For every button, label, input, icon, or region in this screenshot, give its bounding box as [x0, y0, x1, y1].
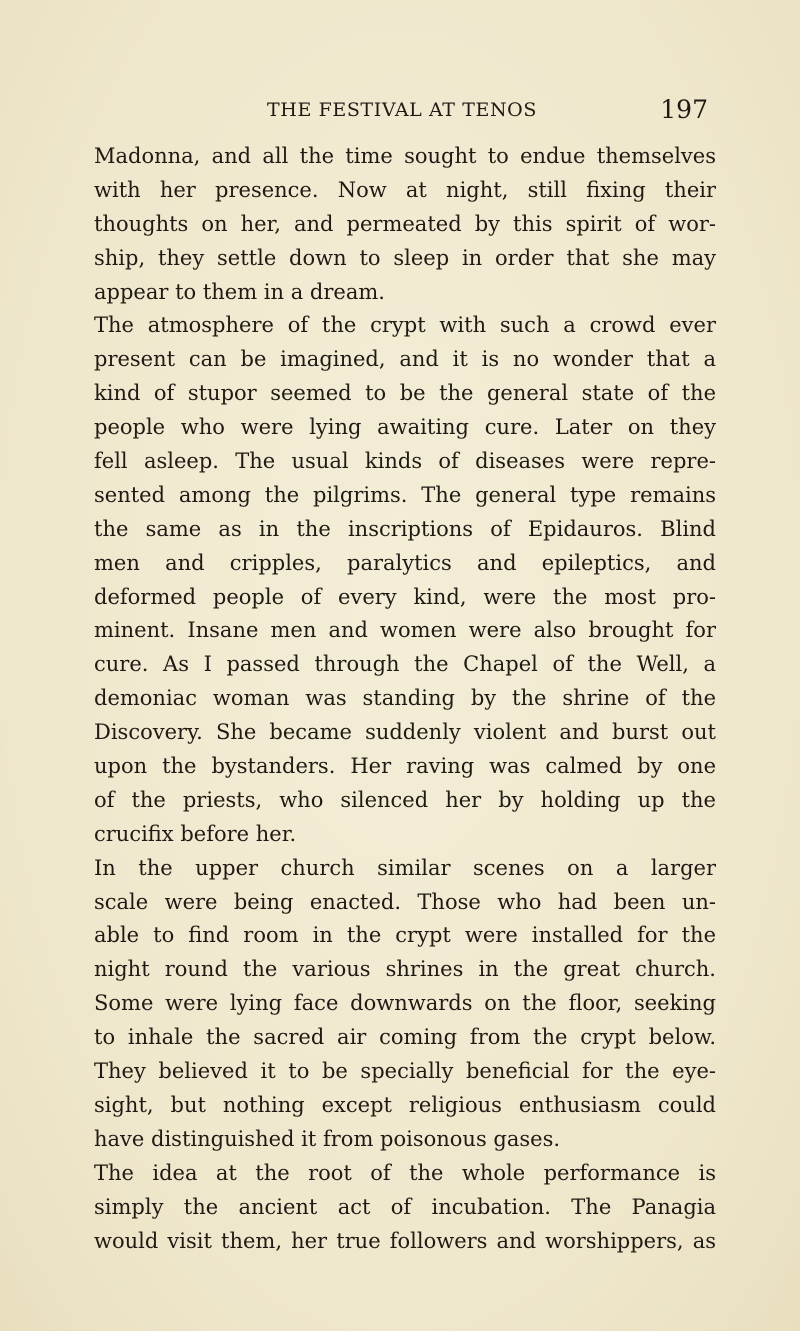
- text-line: men and cripples, paralytics and epileptics, and: [94, 550, 716, 575]
- text-line: would visit them, her true followers and worshippers, as: [94, 1228, 716, 1253]
- text-line: crucifix before her.: [94, 821, 297, 846]
- text-line: with her presence. Now at night, still fixing their: [94, 177, 716, 202]
- text-line: present can be imagined, and it is no wonder that a: [94, 347, 716, 372]
- text-line: sight, but nothing except religious enthusiasm could: [94, 1092, 716, 1117]
- text-line: deformed people of every kind, were the most pro-: [94, 584, 716, 609]
- text-line: upon the bystanders. Her raving was calmed by one: [94, 754, 716, 779]
- text-line: scale were being enacted. Those who had been un-: [94, 889, 716, 914]
- text-line: cure. As I passed through the Chapel of the Well, a: [94, 652, 716, 677]
- page-number: 197: [660, 95, 708, 124]
- text-line: Discovery. She became suddenly violent and burst out: [94, 720, 716, 745]
- text-line: They believed it to be specially beneficial for the eye-: [94, 1059, 716, 1084]
- running-head: [96, 95, 708, 125]
- running-title: THE FESTIVAL AT TENOS: [267, 99, 537, 121]
- text-line: The atmosphere of the crypt with such a crowd ever: [94, 313, 716, 338]
- text-line: the same as in the inscriptions of Epidauros. Blind: [94, 516, 716, 541]
- text-line: kind of stupor seemed to be the general state of the: [94, 381, 716, 406]
- text-line: to inhale the sacred air coming from the crypt below.: [94, 1025, 716, 1050]
- text-line: appear to them in a dream.: [94, 279, 385, 304]
- text-line: have distinguished it from poisonous gases.: [94, 1126, 561, 1151]
- text-line: Some were lying face downwards on the floor, seeking: [94, 991, 716, 1016]
- text-line: ship, they settle down to sleep in order that she may: [94, 245, 716, 270]
- text-line: sented among the pilgrims. The general type remains: [94, 482, 716, 507]
- text-line: simply the ancient act of incubation. The Panagia: [94, 1194, 716, 1219]
- text-line: minent. Insane men and women were also brought for: [94, 618, 716, 643]
- text-line: people who were lying awaiting cure. Later on they: [94, 415, 716, 440]
- text-line: fell asleep. The usual kinds of diseases were repre-: [94, 449, 716, 474]
- text-line: thoughts on her, and permeated by this spirit of wor-: [94, 211, 716, 236]
- text-line: of the priests, who silenced her by holding up the: [94, 787, 716, 812]
- text-line: demoniac woman was standing by the shrine of the: [94, 686, 716, 711]
- text-line: In the upper church similar scenes on a larger: [94, 855, 716, 880]
- text-line: able to find room in the crypt were installed for the: [94, 923, 716, 948]
- text-line: Madonna, and all the time sought to endue themselves: [94, 144, 716, 168]
- text-line: The idea at the root of the whole performance is: [94, 1160, 716, 1185]
- body-text: [94, 140, 716, 1258]
- text-line: night round the various shrines in the great church.: [94, 957, 716, 982]
